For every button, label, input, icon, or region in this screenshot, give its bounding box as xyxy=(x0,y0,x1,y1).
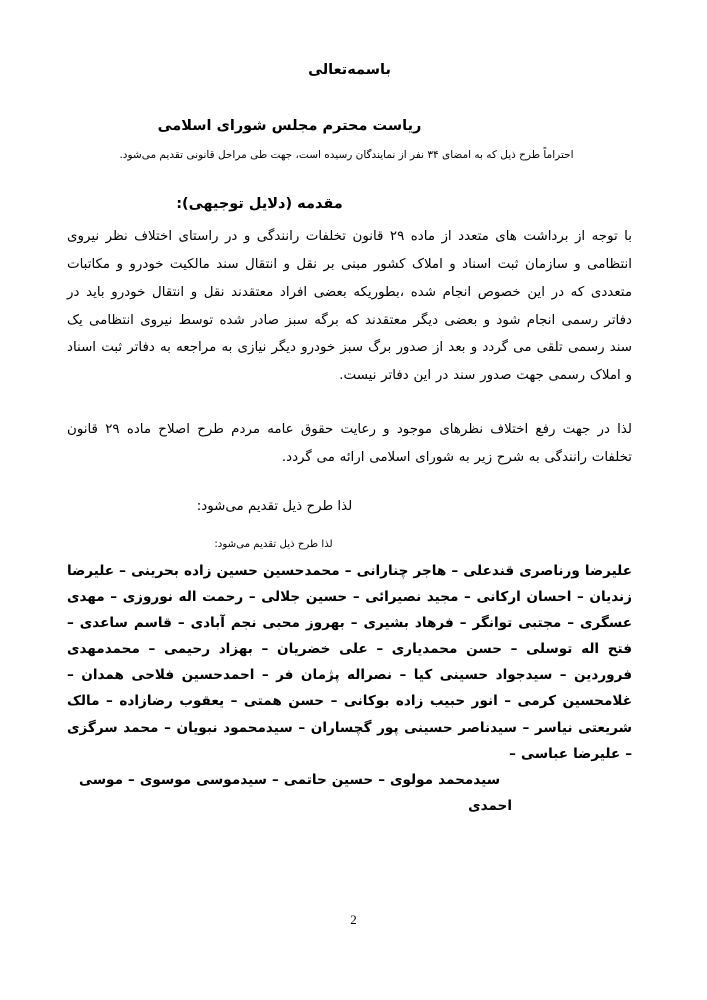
addressee-heading: ریاست محترم مجلس شورای اسلامی xyxy=(157,118,422,135)
document-content xyxy=(67,0,632,819)
preamble-paragraph-2: لذا در جهت رفع اختلاف نظرهای موجود و رعایت حقوق عامه مردم طرح اصلاح ماده ۲۹ قانون تخلفات رانندگی به شرح زیر به شورای اسلامی ارائه می گردد. xyxy=(67,422,632,465)
signatories-names-last-line: سیدمحمد مولوی – حسین حاتمی – سیدموسی موسوی – موسی احمدی xyxy=(78,771,512,814)
preamble-heading: مقدمه (دلایل توجیهی): xyxy=(176,196,343,213)
basmala-title: باسمه‌تعالی xyxy=(308,62,391,78)
page-number: 2 xyxy=(350,912,357,927)
signatories-list xyxy=(67,558,632,819)
submission-statement-small: لذا طرح ذیل تقدیم می‌شود: xyxy=(214,538,333,550)
submission-intro-line: احتراماً طرح ذیل که به امضای ۳۴ نفر از نمایندگان رسیده است، جهت طی مراحل قانونی تقدیم می‌شود. xyxy=(119,149,574,162)
preamble-paragraph-1: با توجه از برداشت های متعدد از ماده ۲۹ قانون تخلفات رانندگی و در راستای اختلاف نظر نیروی انتظامی و سازمان ثبت اسناد و املاک کشور مبنی بر نقل و انتقال سند مالکیت خودرو و مکاتبات متعددی که در این خصوص انجام شده ،بطوریکه بعضی افراد معتقدند نقل و انتقال خودرو باید در دفاتر رسمی انجام شود و بعضی دیگر معتقدند که برگه سبز صادر شده توسط نیروی انتظامی یک سند رسمی تلقی می گردد و بعد از صدور برگ سبز خودرو دیگر نیازی به مراجعه به دفاتر ثبت اسناد و املاک رسمی جهت صدور سند در این دفاتر نیست. xyxy=(67,228,632,384)
submission-statement: لذا طرح ذیل تقدیم می‌شود: xyxy=(196,498,353,514)
signatories-names-text: علیرضا ورناصری قندعلی – هاجر چنارانی – محمدحسین حسین زاده بحرینی – علیرضا زندیان – احسان ارکانی – مجید نصیرائی – حسین جلالی – رحمت اله نوروزی – مهدی عسگری – مجتبی توانگر – فرهاد بشیری – بهروز محبی نجم آبادی – قاسم ساعدی – فتح اله توسلی – حسن محمدیاری – علی خضریان – بهزاد رحیمی – محمدمهدی فروردین – سیدجواد حسینی کیا – نصراله پژمان فر – احمدحسین فلاحی همدان – غلامحسین کرمی – انور حبیب زاده بوکانی – حسن همتی – یعقوب رضازاده – مالک شریعتی نیاسر – سیدناصر حسینی پور گچساران – سیدمحمود نبویان – محمد سرگزی – علیرضا عباسی – xyxy=(67,562,632,762)
